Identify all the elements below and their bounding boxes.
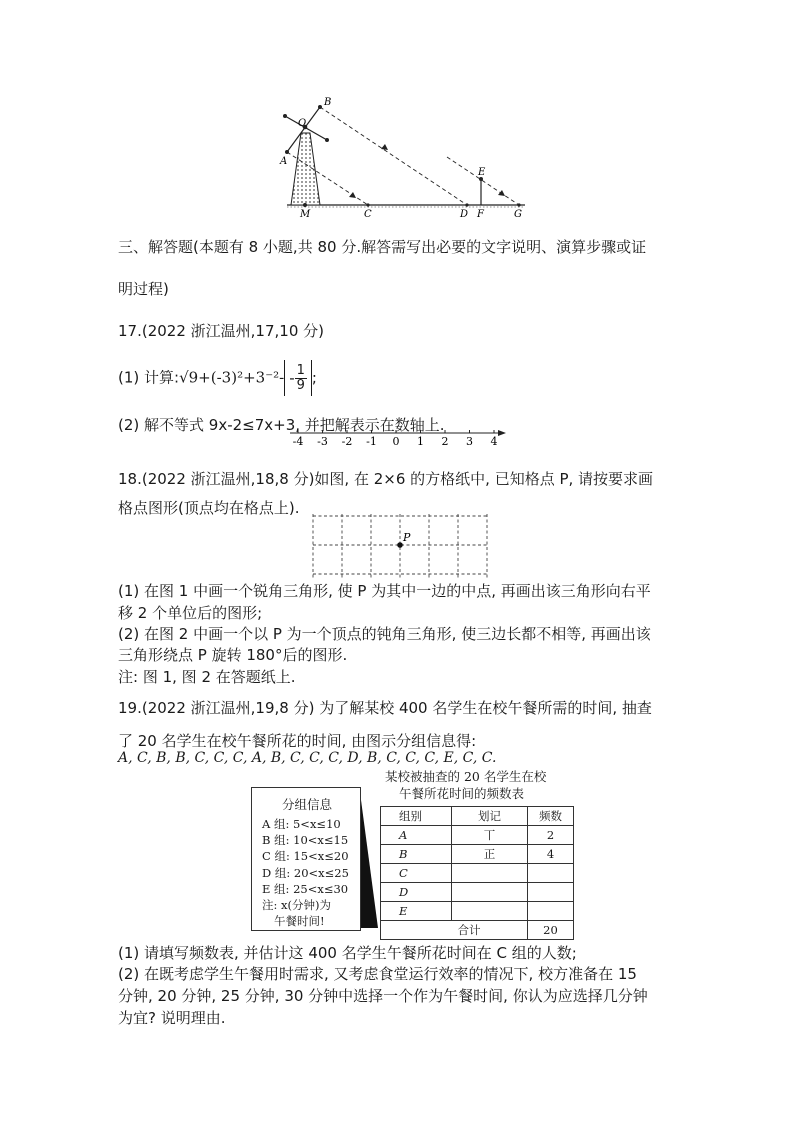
number-line-label: 4 [490, 435, 498, 448]
number-line-label: 1 [417, 435, 424, 448]
label-E: E [478, 167, 486, 178]
q18-line2: 格点图形(顶点均在格点上). [118, 499, 300, 517]
q19-sub2-c: 为宜? 说明理由. [118, 1009, 226, 1027]
abs-value: - $\frac{1}{9}$ [284, 360, 312, 396]
total-value: 20 [528, 921, 574, 940]
q19-line1: 19.(2022 浙江温州,19,8 分) 为了解某校 400 名学生在校午餐所需的时间, 抽查 [118, 699, 652, 717]
label-D: D [460, 209, 469, 220]
q19-line2: 了 20 名学生在校午餐所花的时间, 由图示分组信息得: [118, 732, 477, 750]
q17-part1 [118, 360, 317, 396]
q18-sub1-a: (1) 在图 1 中画一个锐角三角形, 使 P 为其中一边的中点, 再画出该三角形向右平 [118, 582, 651, 600]
callout-wedge [359, 800, 381, 935]
label-O: O [298, 118, 307, 129]
q19-sub2-a: (2) 在既考虑学生午餐用时需求, 又考虑食堂运行效率的情况下, 校方准备在 15 [118, 965, 637, 983]
q18-note: 注: 图 1, 图 2 在答题纸上. [118, 668, 296, 686]
point-P [397, 542, 403, 548]
q18-sub1-b: 移 2 个单位后的图形; [118, 604, 263, 622]
table-row: D [381, 883, 574, 902]
freq-table-title-1: 某校被抽查的 20 名学生在校 [385, 769, 547, 784]
header-group: 组别 [381, 807, 452, 826]
ray-E-G [447, 157, 519, 205]
label-C: C [364, 209, 372, 220]
header-tally: 划记 [452, 807, 528, 826]
number-line-label: -4 [292, 435, 304, 448]
q17-part1-expr: √9+(-3)²+3⁻²- [179, 368, 285, 387]
q19-line3: A, C, B, B, C, C, C, A, B, C, C, C, D, B, C, C, C, E, C, C. [118, 750, 497, 766]
label-A: A [280, 156, 288, 167]
grid-figure [310, 514, 490, 584]
q19-sub1: (1) 请填写频数表, 并估计这 400 名学生午餐所花时间在 C 组的人数; [118, 944, 577, 962]
table-row: B 正 4 [381, 845, 574, 864]
q17-part2: (2) 解不等式 9x-2≤7x+3, 并把解表示在数轴上. [118, 416, 445, 434]
section-title-line1: 三、解答题(本题有 8 小题,共 80 分.解答需写出必要的文字说明、演算步骤或证 [118, 238, 647, 256]
table-row: E [381, 902, 574, 921]
number-line-label: -3 [317, 435, 328, 448]
section-title-line2: 明过程) [118, 280, 169, 298]
label-F: F [477, 209, 484, 220]
table-row: C [381, 864, 574, 883]
group-info-title: 分组信息 [282, 797, 333, 812]
q18-sub2-b: 三角形绕点 P 旋转 180°后的图形. [118, 646, 348, 664]
q19-sub2-b: 分钟, 20 分钟, 25 分钟, 30 分钟中选择一个作为午餐时间, 你认为应选择几分钟 [118, 987, 648, 1005]
table-row: A 丅 2 [381, 826, 574, 845]
q18-sub2-a: (2) 在图 2 中画一个以 P 为一个顶点的钝角三角形, 使三边长都不相等, 再画出该 [118, 625, 651, 643]
header-frequency: 频数 [528, 807, 574, 826]
group-info-box [251, 787, 361, 931]
group-info-line: D 组: 20<x≤25 [262, 865, 349, 880]
ray-B-D [320, 107, 467, 205]
group-info-line: E 组: 25<x≤30 [262, 881, 349, 896]
freq-table-title-2: 午餐所花时间的频数表 [399, 786, 525, 801]
geometry-figure [270, 95, 530, 220]
group-info-line: B 组: 10<x≤15 [262, 833, 349, 848]
table-total-row [381, 921, 574, 940]
group-info-line: 注: x(分钟)为 [262, 898, 331, 913]
label-G: G [514, 209, 522, 220]
number-line-label: -2 [341, 435, 353, 448]
tower [291, 133, 320, 205]
group-info-line: A 组: 5<x≤10 [262, 817, 341, 831]
q17-part1-prefix: (1) 计算: [118, 368, 180, 387]
table-header-row [381, 807, 574, 826]
frequency-table [380, 806, 574, 940]
q17-header: 17.(2022 浙江温州,17,10 分) [118, 322, 324, 340]
q17-part1-suffix: ; [311, 368, 317, 387]
number-line-label: -1 [366, 435, 377, 448]
label-P: P [403, 531, 411, 544]
group-info-line: C 组: 15<x≤20 [262, 849, 349, 864]
label-B: B [324, 97, 332, 108]
total-label: 合计 [381, 921, 528, 940]
group-info-line: 午餐时间! [274, 914, 325, 929]
q18-line1: 18.(2022 浙江温州,18,8 分)如图, 在 2×6 的方格纸中, 已知格点 P, 请按要求画 [118, 470, 654, 488]
number-line-label: 3 [466, 435, 473, 448]
number-line-label: 2 [441, 435, 449, 448]
number-line [288, 428, 508, 450]
label-M: M [300, 209, 311, 220]
number-line-label: 0 [392, 435, 400, 448]
fraction: $\frac{1}{9}$ [296, 363, 305, 393]
